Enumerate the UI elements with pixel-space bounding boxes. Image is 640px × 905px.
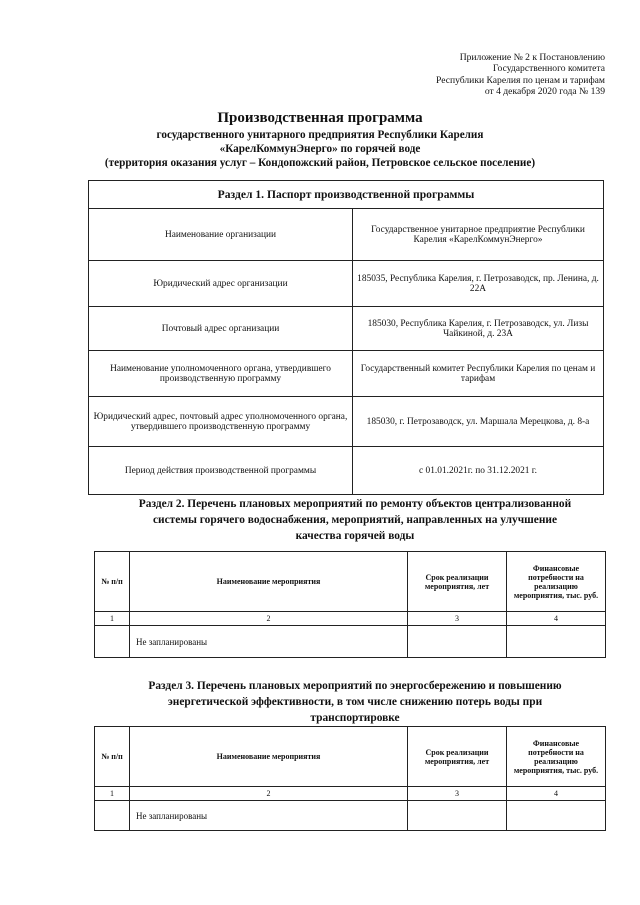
column-header: Срок реализации мероприятия, лет (408, 727, 507, 787)
appendix-note (380, 52, 605, 98)
column-header: Финансовые потребности на реализацию мероприятия, тыс. руб. (507, 727, 606, 787)
table-cell (95, 801, 130, 831)
column-header: Срок реализации мероприятия, лет (408, 552, 507, 612)
appendix-line: Республики Карелия по ценам и тарифам (435, 74, 605, 86)
section1-header: Раздел 1. Паспорт производственной программы (89, 181, 604, 209)
column-number: 2 (130, 787, 408, 801)
table-cell (408, 626, 507, 658)
section2-title-line: качества горячей воды (295, 530, 415, 542)
appendix-line: Приложение № 2 к Постановлению (459, 52, 605, 63)
document-subtitle: (территория оказания услуг – Кондопожский район, Петровское сельское поселение) (104, 157, 536, 169)
document-subtitle: «КарелКоммунЭнерго» по горячей воде (219, 143, 421, 155)
appendix-line: Государственного комитета (492, 63, 605, 75)
passport-label: Почтовый адрес организации (89, 307, 353, 351)
passport-label: Наименование уполномоченного органа, утвердившего производственную программу (89, 351, 353, 397)
document-title: Производственная программа (217, 110, 423, 126)
column-number: 3 (408, 612, 507, 626)
column-number: 1 (95, 612, 130, 626)
passport-label: Период действия производственной программы (89, 447, 353, 495)
section2-table (94, 551, 606, 658)
section2-title-line: системы горячего водоснабжения, мероприятий, направленных на улучшение (152, 514, 558, 526)
passport-value: 185030, г. Петрозаводск, ул. Маршала Мерецкова, д. 8-а (353, 397, 604, 447)
column-number: 3 (408, 787, 507, 801)
section3-title (90, 678, 620, 726)
passport-value: Государственный комитет Республики Карелия по ценам и тарифам (353, 351, 604, 397)
section3-title-line: энергетической эффективности, в том числе снижению потерь воды при (167, 696, 543, 708)
section3-table (94, 726, 606, 831)
table-cell (408, 801, 507, 831)
section2-title-line: Раздел 2. Перечень плановых мероприятий по ремонту объектов централизованной (138, 498, 572, 510)
section3-title-line: Раздел 3. Перечень плановых мероприятий по энергосбережению и повышению (148, 680, 562, 692)
column-header: Финансовые потребности на реализацию мероприятия, тыс. руб. (507, 552, 606, 612)
column-number: 4 (507, 612, 606, 626)
passport-value: с 01.01.2021г. по 31.12.2021 г. (353, 447, 604, 495)
passport-label: Наименование организации (89, 209, 353, 261)
column-header: № п/п (95, 552, 130, 612)
table-cell (507, 801, 606, 831)
passport-label: Юридический адрес, почтовый адрес уполномоченного органа, утвердившего производственную программу (89, 397, 353, 447)
passport-label: Юридический адрес организации (89, 261, 353, 307)
column-number: 2 (130, 612, 408, 626)
column-number: 4 (507, 787, 606, 801)
column-number: 1 (95, 787, 130, 801)
column-header: № п/п (95, 727, 130, 787)
column-header: Наименование мероприятия (130, 552, 408, 612)
passport-value: 185035, Республика Карелия, г. Петрозаводск, пр. Ленина, д. 22А (353, 261, 604, 307)
row-text: Не запланированы (130, 626, 408, 658)
document-subtitle: государственного унитарного предприятия Республики Карелия (156, 129, 484, 141)
passport-value: Государственное унитарное предприятие Республики Карелия «КарелКоммунЭнерго» (353, 209, 604, 261)
section2-title (90, 496, 620, 544)
table-cell (507, 626, 606, 658)
column-header: Наименование мероприятия (130, 727, 408, 787)
table-cell (95, 626, 130, 658)
section3-title-line: транспортировке (310, 712, 400, 724)
passport-value: 185030, Республика Карелия, г. Петрозаводск, ул. Лизы Чайкиной, д. 23А (353, 307, 604, 351)
passport-table (88, 180, 604, 495)
appendix-line: от 4 декабря 2020 года № 139 (484, 86, 605, 98)
row-text: Не запланированы (130, 801, 408, 831)
